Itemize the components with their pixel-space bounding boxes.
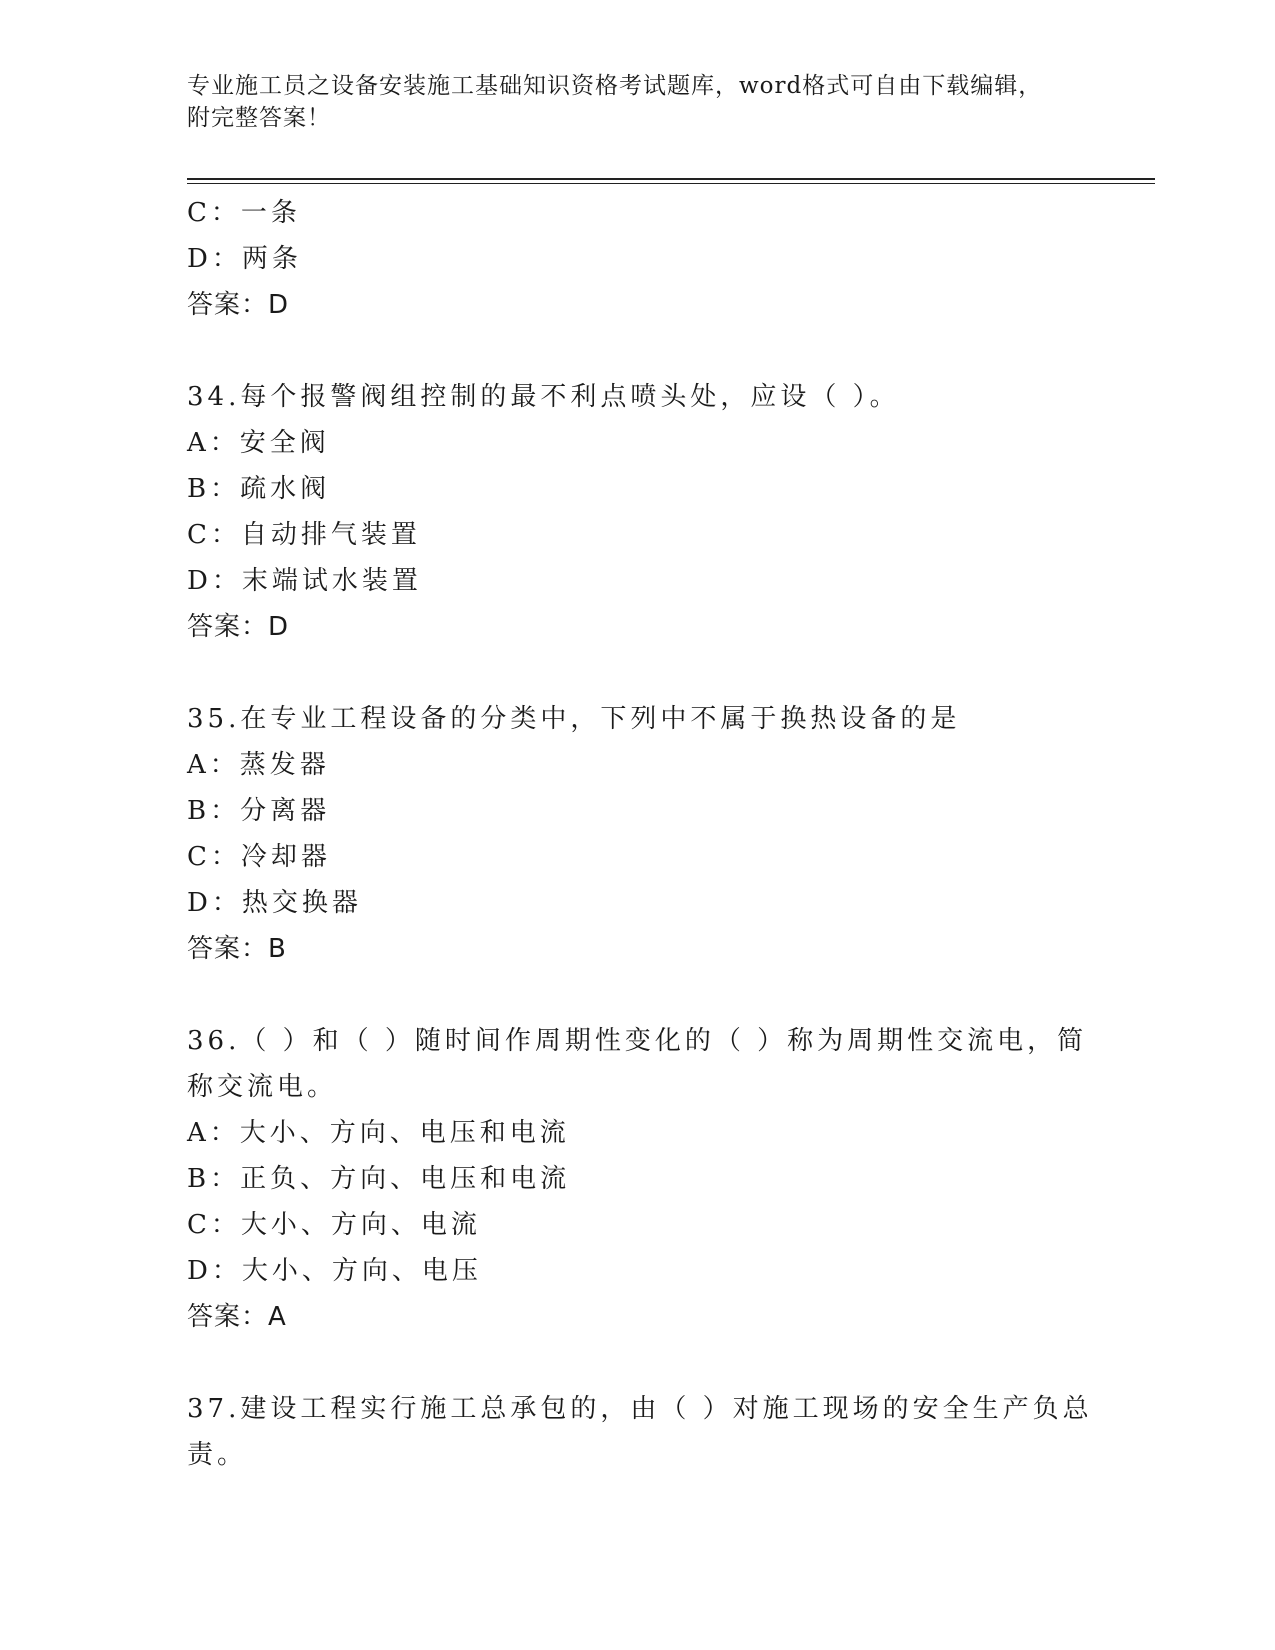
question-stem-line-2: 责。	[187, 1440, 248, 1470]
option-c: C：自动排气装置	[187, 520, 421, 550]
question-stem: 34.每个报警阀组控制的最不利点喷头处，应设（ ）。	[187, 382, 900, 412]
header-divider-thick	[187, 178, 1155, 180]
question-35	[187, 696, 1087, 972]
option-c: C：大小、方向、电流	[187, 1210, 481, 1240]
option-a: A：安全阀	[187, 428, 330, 458]
option-d: D：热交换器	[187, 888, 362, 918]
question-stem-line-2: 称交流电。	[187, 1072, 338, 1102]
question-list	[187, 190, 1093, 1478]
option-b: B：正负、方向、电压和电流	[187, 1164, 571, 1194]
option-a: A：大小、方向、电压和电流	[187, 1118, 570, 1148]
question-37	[187, 1386, 1093, 1478]
question-34	[187, 374, 1087, 650]
option-b: B：疏水阀	[187, 474, 331, 504]
answer: 答案：D	[187, 612, 290, 642]
question-stem-line-1: 36.（ ）和（ ）随时间作周期性变化的（ ）称为周期性交流电，简	[187, 1026, 1088, 1056]
header-line-1: 专业施工员之设备安装施工基础知识资格考试题库，word格式可自由下载编辑，	[187, 73, 1043, 99]
header-line-2: 附完整答案！	[187, 105, 331, 131]
question-fragment	[187, 190, 1087, 328]
header-divider-thin	[187, 183, 1155, 184]
option-a: A：蒸发器	[187, 750, 330, 780]
option-d: D：大小、方向、电压	[187, 1256, 482, 1286]
option-d: D：末端试水装置	[187, 566, 422, 596]
question-stem: 35.在专业工程设备的分类中，下列中不属于换热设备的是	[187, 704, 961, 734]
answer: 答案：B	[187, 934, 287, 964]
option-b: B：分离器	[187, 796, 331, 826]
option-d: D：两条	[187, 244, 302, 274]
answer: 答案：A	[187, 1302, 287, 1332]
option-c: C：一条	[187, 198, 301, 228]
document-header	[187, 70, 1067, 134]
question-36	[187, 1018, 1087, 1340]
question-stem-line-1: 37.建设工程实行施工总承包的，由（ ）对施工现场的安全生产负总	[187, 1394, 1093, 1424]
answer: 答案：D	[187, 290, 290, 320]
option-c: C：冷却器	[187, 842, 331, 872]
